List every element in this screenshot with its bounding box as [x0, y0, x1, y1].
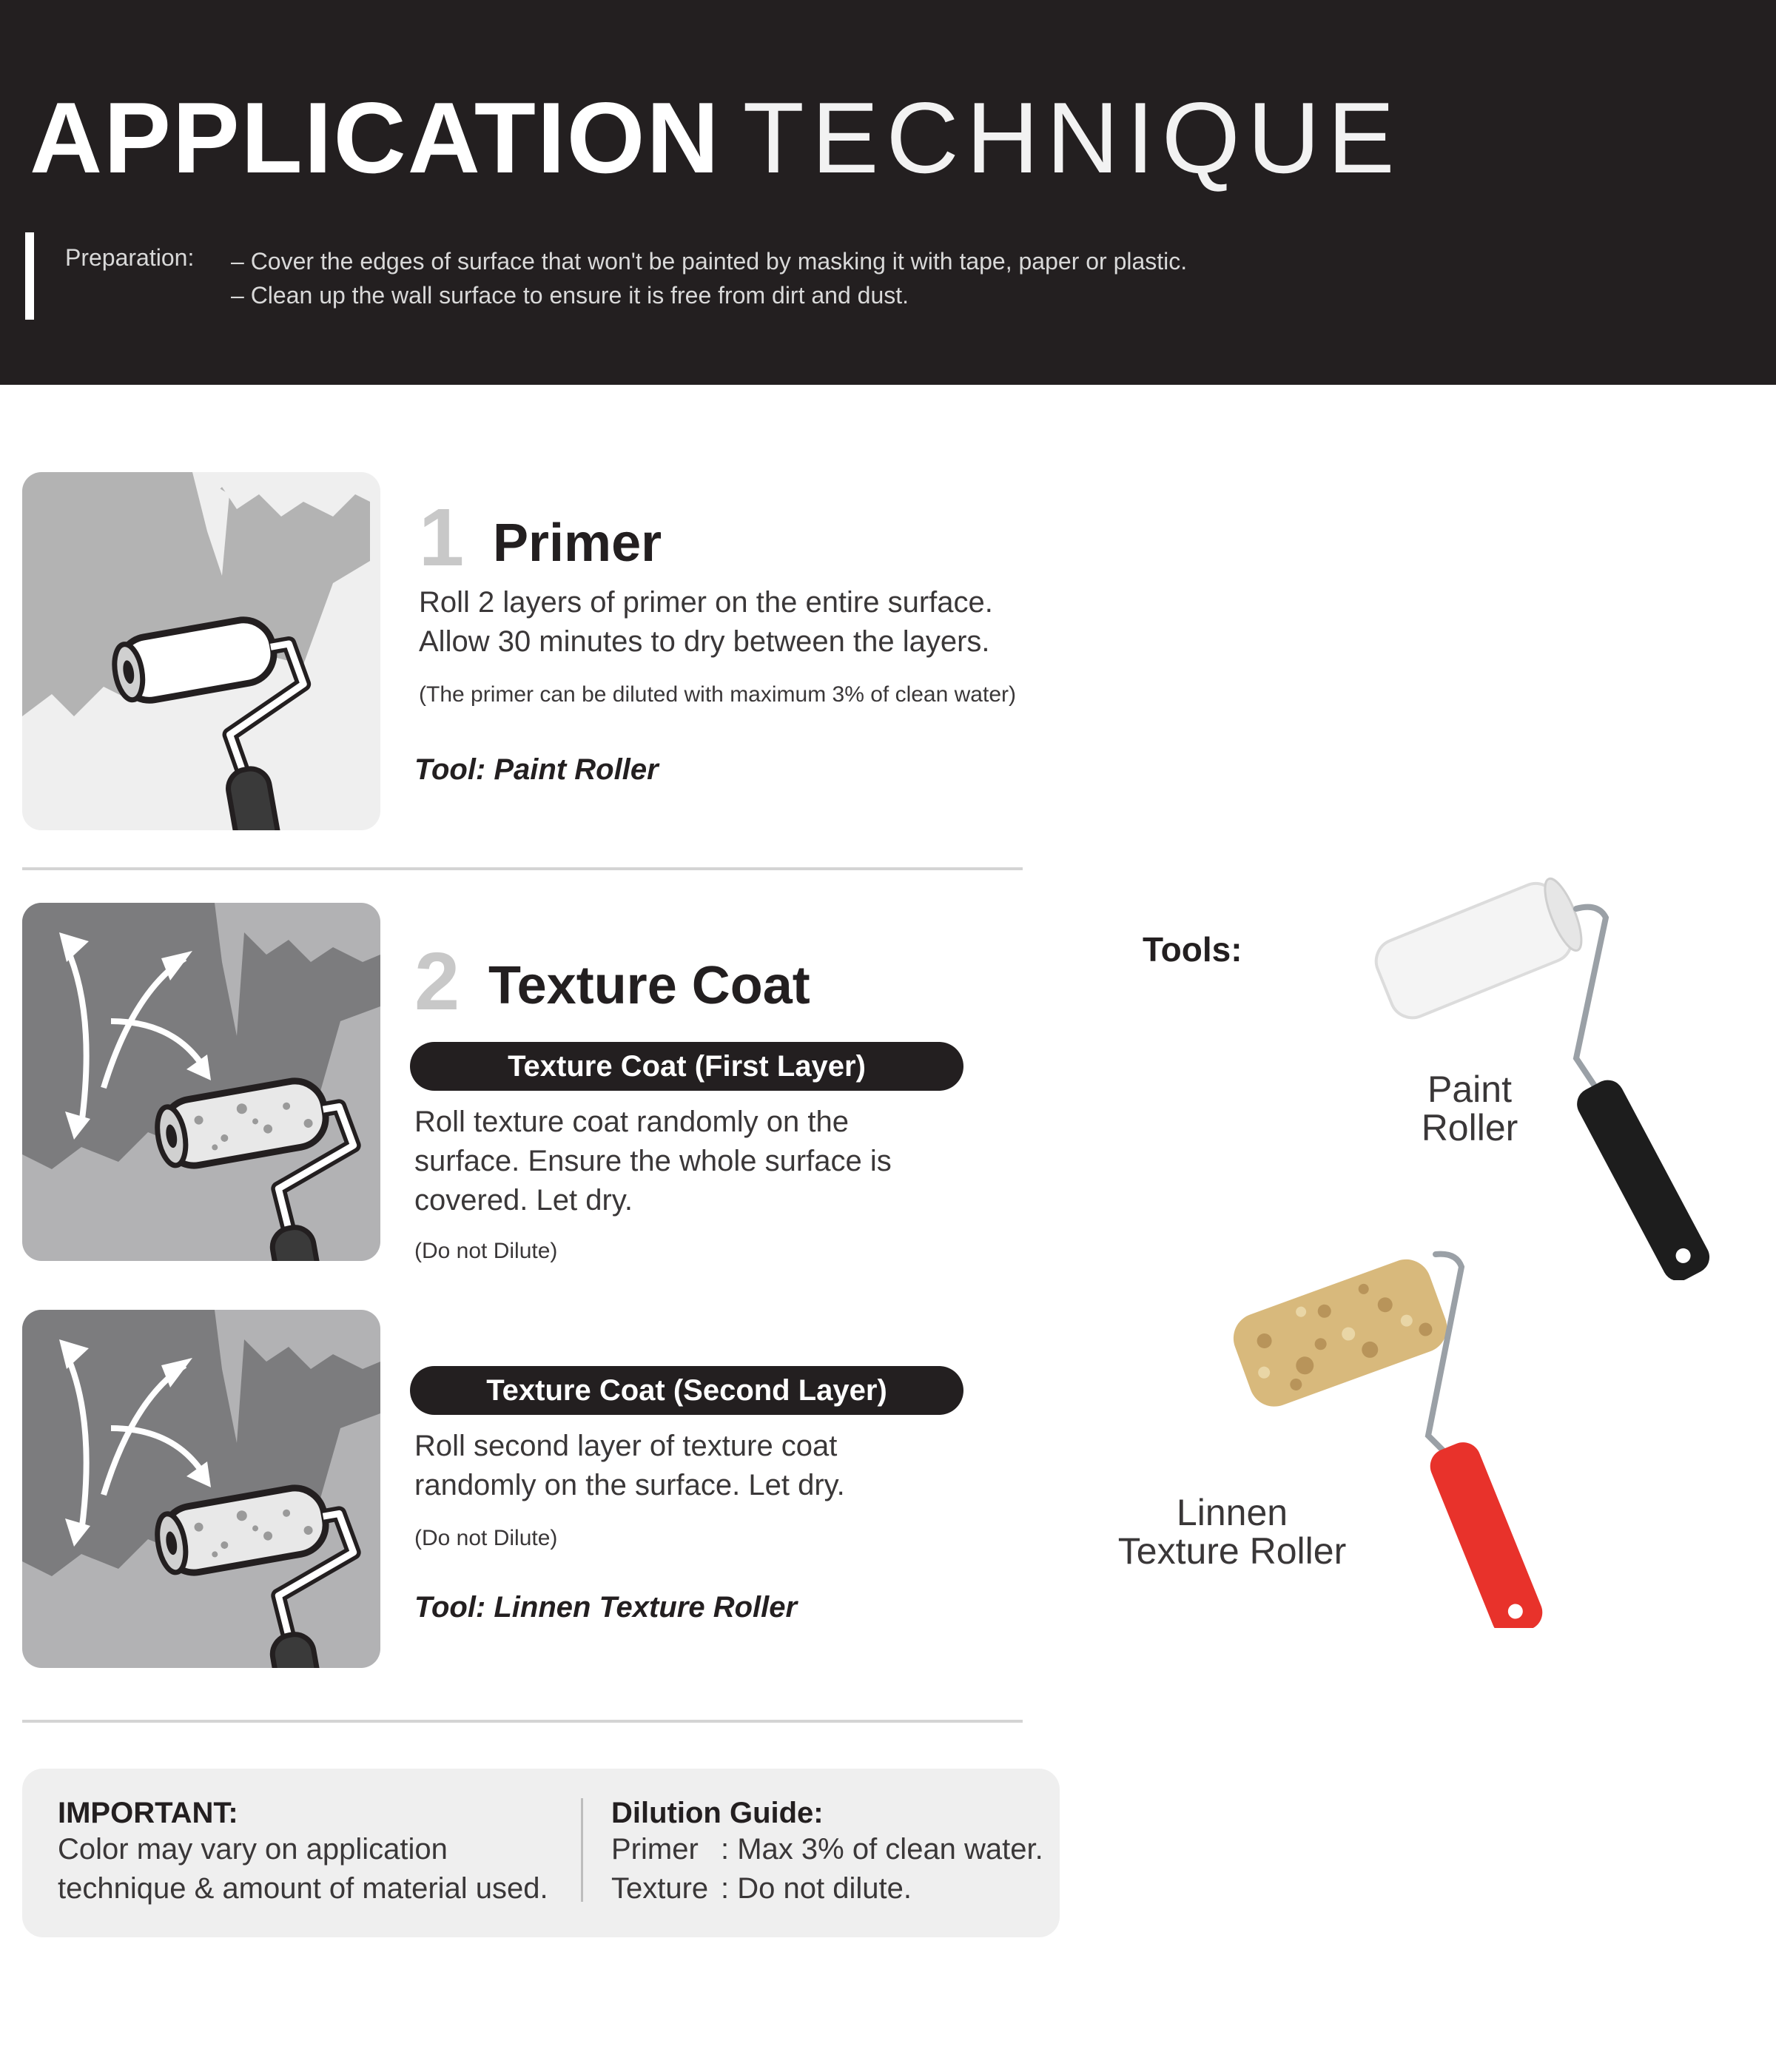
preparation-accent-bar — [25, 232, 34, 320]
dilution-value: : Do not dilute. — [721, 1872, 912, 1905]
preparation-line: – Clean up the wall surface to ensure it is free from dirt and dust. — [231, 282, 909, 309]
second-layer-label: Texture Coat (Second Layer) — [410, 1366, 963, 1415]
first-layer-line: surface. Ensure the whole surface is — [414, 1145, 892, 1177]
important-line: technique & amount of material used. — [58, 1872, 548, 1905]
important-section — [58, 1797, 548, 1908]
step-1-number: 1 — [419, 492, 465, 583]
step-1-title: Primer — [493, 514, 662, 573]
dilution-row — [611, 1869, 1043, 1908]
texture-roller-caption-line: Linnen — [1176, 1492, 1288, 1533]
preparation-line: – Cover the edges of surface that won't be painted by masking it with tape, paper or plastic. — [231, 248, 1188, 275]
step-1-line: Allow 30 minutes to dry between the layers. — [419, 625, 990, 658]
dilution-section — [611, 1797, 1043, 1908]
first-layer-description — [414, 1103, 892, 1220]
section-divider — [22, 867, 1023, 870]
title-light: TECHNIQUE — [742, 81, 1402, 194]
dilution-key: Primer — [611, 1833, 699, 1866]
dilution-value: : Max 3% of clean water. — [721, 1833, 1043, 1866]
first-layer-line: covered. Let dry. — [414, 1184, 633, 1217]
second-layer-line: randomly on the surface. Let dry. — [414, 1469, 845, 1501]
step-2-title: Texture Coat — [488, 956, 810, 1015]
texture-roller-caption-line: Texture Roller — [1117, 1530, 1347, 1572]
dilution-row — [611, 1830, 1043, 1869]
primer-illustration — [22, 472, 380, 830]
info-separator — [581, 1798, 583, 1902]
second-layer-description — [414, 1427, 845, 1505]
step-2-number: 2 — [414, 936, 460, 1027]
first-layer-line: Roll texture coat randomly on the — [414, 1106, 849, 1138]
tools-label: Tools: — [1143, 930, 1242, 969]
second-layer-note: (Do not Dilute) — [414, 1526, 558, 1550]
preparation-list — [231, 244, 1187, 312]
step-1-tool: Tool: Paint Roller — [414, 753, 659, 786]
important-heading: IMPORTANT: — [58, 1797, 238, 1829]
step-2-tool: Tool: Linnen Texture Roller — [414, 1591, 798, 1624]
important-line: Color may vary on application — [58, 1833, 448, 1866]
paint-roller-caption-line: Paint — [1427, 1069, 1512, 1110]
step-1-line: Roll 2 layers of primer on the entire surface. — [419, 586, 993, 619]
first-layer-note: (Do not Dilute) — [414, 1239, 558, 1263]
preparation-label: Preparation: — [65, 244, 195, 271]
dilution-key: Texture — [611, 1872, 709, 1905]
texture-roller-caption — [1095, 1493, 1369, 1570]
step-1-description — [419, 583, 993, 662]
texture-second-illustration — [22, 1310, 380, 1668]
dilution-heading: Dilution Guide: — [611, 1797, 824, 1829]
paint-roller-caption-line: Roller — [1421, 1107, 1518, 1148]
texture-first-illustration — [22, 903, 380, 1261]
page-title — [30, 81, 1402, 194]
paint-roller-caption — [1396, 1070, 1544, 1147]
title-bold: APPLICATION — [30, 81, 721, 194]
second-layer-line: Roll second layer of texture coat — [414, 1430, 838, 1462]
first-layer-label: Texture Coat (First Layer) — [410, 1042, 963, 1091]
section-divider — [22, 1720, 1023, 1723]
step-1-note: (The primer can be diluted with maximum 3% of clean water) — [419, 682, 1016, 707]
